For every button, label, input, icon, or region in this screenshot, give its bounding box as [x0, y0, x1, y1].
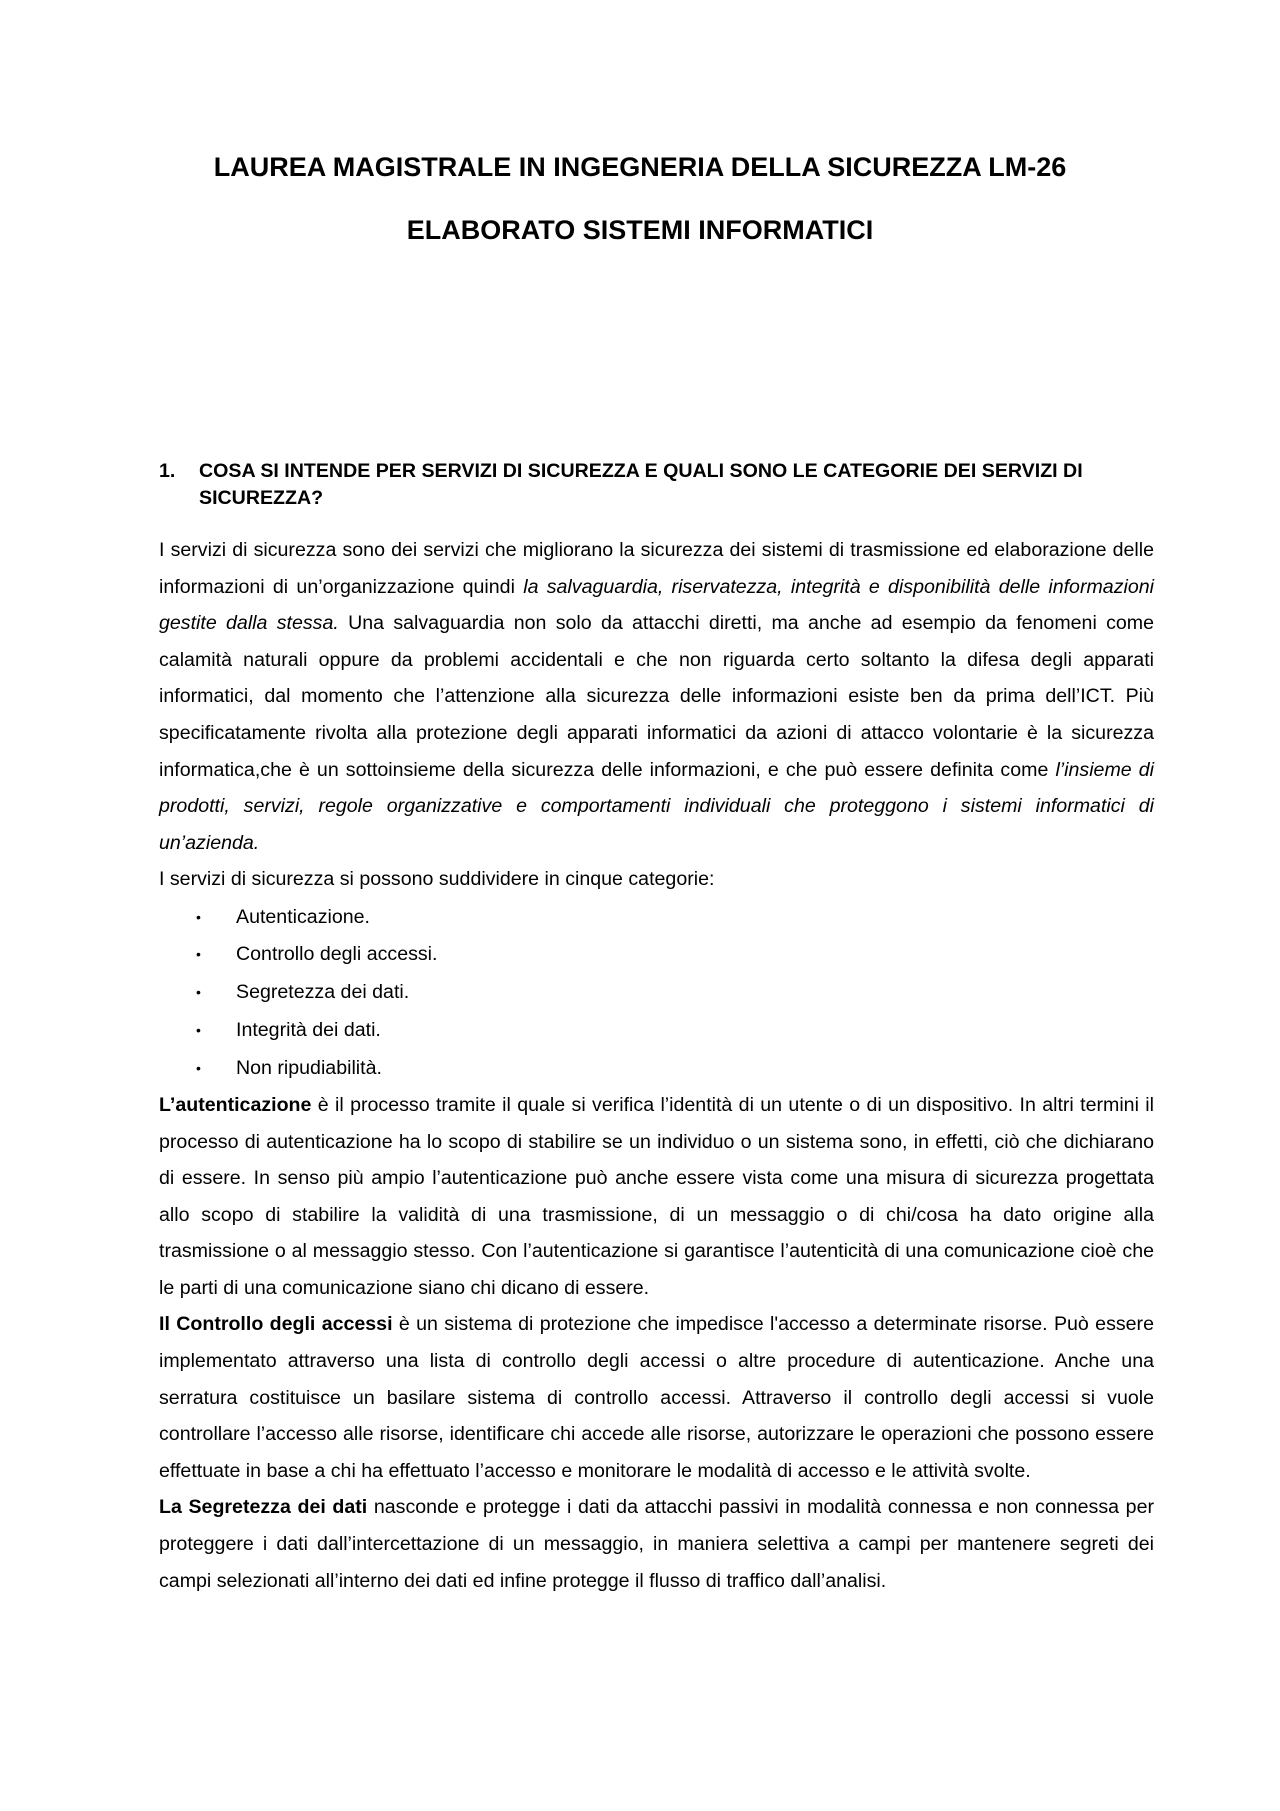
list-item	[159, 898, 1154, 936]
list-item	[159, 1011, 1154, 1049]
question-number: 1.	[159, 460, 176, 482]
bullet-icon: •	[196, 1021, 201, 1038]
bullet-icon: •	[196, 984, 201, 1001]
bullet-icon: •	[196, 908, 201, 925]
access-control-term: Il Controllo degli accessi	[159, 1313, 393, 1336]
access-control-text: è un sistema di protezione che impedisce l'accesso a determinate risorse. Può essere implementato attraverso una lista di controllo degli accessi o altre procedure di autenticazione. Anche una serratura costituisce un basilare sistema di controllo accessi. Attraverso il controllo degli accessi si vuole controllare l’accesso alle risorse, identificare chi accede alle risorse, autorizzare le operazioni che possono essere effettuate in base a chi ha effettuato l’accesso e monitorare le modalità di accesso e le attività svolte.	[159, 1313, 1154, 1482]
list-item	[159, 1049, 1154, 1087]
question-text: COSA SI INTENDE PER SERVIZI DI SICUREZZA E QUALI SONO LE CATEGORIE DEI SERVIZI DI SICUREZZA?	[199, 460, 1083, 509]
document-title-line-1: LAUREA MAGISTRALE IN INGEGNERIA DELLA SICUREZZA LM-26	[213, 152, 1067, 182]
intro-text-2: Una salvaguardia non solo da attacchi diretti, ma anche ad esempio da fenomeni come calamità naturali oppure da problemi accidentali e che non riguarda certo soltanto la difesa degli apparati informatici, dal momento che l’attenzione alla sicurezza delle informazioni esiste ben da prima dell’ICT. Più specificatamente rivolta alla protezione degli apparati informatici da azioni di attacco volontarie è la sicurezza informatica,che è un sottoinsieme della sicurezza delle informazioni, e che può essere definita come	[159, 612, 1155, 781]
list-item-label: Non ripudiabilità.	[236, 1056, 382, 1079]
authentication-paragraph	[159, 1087, 1154, 1307]
list-item-label: Integrità dei dati.	[236, 1018, 381, 1041]
document-body	[159, 458, 1154, 1599]
categories-list	[159, 898, 1154, 1087]
categories-intro: I servizi di sicurezza si possono suddividere in cinque categorie:	[159, 868, 715, 891]
intro-italic-1: la salvaguardia, riservatezza, integrità e disponibilità delle informazioni gestite dalla stessa.	[159, 575, 1154, 635]
data-secrecy-term: La Segretezza dei dati	[159, 1496, 368, 1519]
list-item-label: Controllo degli accessi.	[236, 943, 438, 966]
data-secrecy-paragraph	[159, 1489, 1154, 1599]
intro-italic-2: l’insieme di prodotti, servizi, regole organizzative e comportamenti individuali che proteggono i sistemi informatici di un’azienda.	[159, 758, 1154, 854]
question-heading	[159, 458, 1154, 512]
list-item-label: Segretezza dei dati.	[236, 981, 410, 1004]
intro-text-1: I servizi di sicurezza sono dei servizi che migliorano la sicurezza dei sistemi di trasmissione ed elaborazione delle informazioni di un’organizzazione quindi	[159, 539, 1154, 598]
access-control-paragraph	[159, 1306, 1154, 1489]
authentication-term: L’autenticazione	[159, 1093, 312, 1116]
bullet-icon: •	[196, 1059, 201, 1076]
document-title-line-2: ELABORATO SISTEMI INFORMATICI	[406, 215, 874, 245]
authentication-text: è il processo tramite il quale si verifica l’identità di un utente o di un dispositivo. In altri termini il processo di autenticazione ha lo scopo di stabilire se un individuo o un sistema sono, in effetti, ciò che dichiarano di essere. In senso più ampio l’autenticazione può anche essere vista come una misura di sicurezza progettata allo scopo di stabilire la validità di una trasmissione, di un messaggio o di chi/cosa ha dato origine alla trasmissione o al messaggio stesso. Con l’autenticazione si garantisce l’autenticità di una comunicazione cioè che le parti di una comunicazione siano chi dicano di essere.	[159, 1093, 1154, 1299]
bullet-icon: •	[196, 946, 201, 963]
intro-paragraph	[159, 532, 1154, 861]
list-item	[159, 974, 1154, 1012]
data-secrecy-text: nasconde e protegge i dati da attacchi passivi in modalità connessa e non connessa per proteggere i dati dall’intercettazione di un messaggio, in maniera selettiva a campi per mantenere segreti dei campi selezionati all’interno dei dati ed infine protegge il flusso di traffico dall’analisi.	[159, 1496, 1154, 1592]
list-item-label: Autenticazione.	[236, 905, 370, 928]
list-item	[159, 936, 1154, 974]
